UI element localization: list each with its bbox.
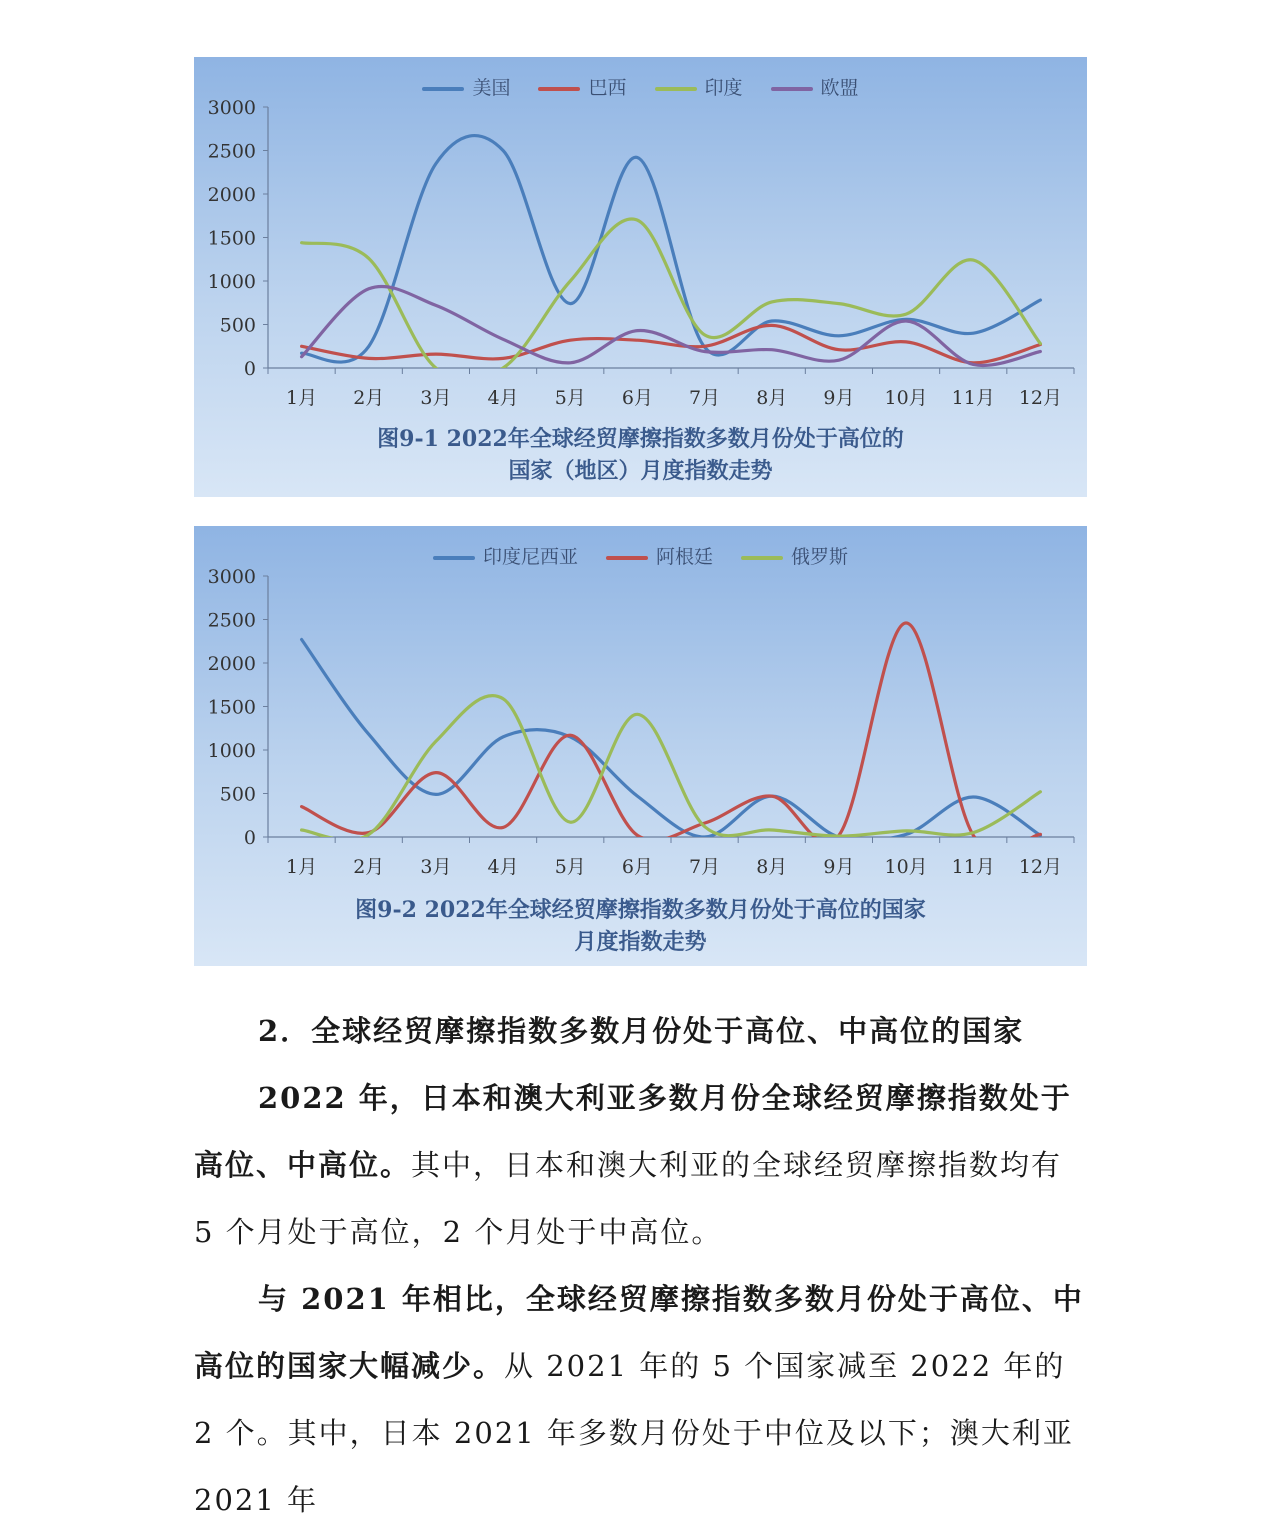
body-text [194,998,1087,1534]
legend-swatch [771,87,813,91]
caption-line-1: 图9-1 2022年全球经贸摩擦指数多数月份处于高位的 [377,426,904,452]
paragraph-2-rest: 从 2021 年的 5 个国家减至 2022 年的 2 个。其中，日本 2021 年多数月份处于中位及以下；澳大利亚 2021 年 [194,1349,1074,1517]
series-line-欧盟 [302,286,1041,365]
legend-label: 俄罗斯 [791,546,849,568]
legend-label: 欧盟 [820,77,859,99]
series-line-俄罗斯 [302,696,1041,841]
y-tick-label: 1000 [207,740,256,762]
chart-legend [194,542,1087,569]
section-heading: 2．全球经贸摩擦指数多数月份处于高位、中高位的国家 [258,1014,1025,1048]
legend-item [606,542,713,569]
x-tick-label: 2月 [353,387,385,409]
legend-swatch [538,87,580,91]
x-tick-label: 11月 [951,856,995,878]
x-tick-label: 8月 [756,856,788,878]
chart-svg [194,526,1087,906]
paragraph-2 [194,1266,1087,1534]
caption-line-1: 图9-2 2022年全球经贸摩擦指数多数月份处于高位的国家 [355,897,926,923]
legend-item [433,542,578,569]
x-tick-label: 9月 [823,387,855,409]
chart-svg [194,57,1087,437]
y-tick-label: 2500 [207,140,256,163]
legend-item [655,73,743,100]
x-tick-label: 6月 [621,856,653,878]
x-tick-label: 9月 [823,856,855,878]
legend-item [771,73,859,100]
y-tick-label: 2000 [207,184,256,206]
legend-label: 巴西 [588,77,627,99]
legend-swatch [433,556,475,560]
y-tick-label: 500 [219,783,256,806]
paragraph-2-bold: 与 2021 年相比，全球经贸摩擦指数多数月份处于高位、中高位的国家大幅减少。 [194,1282,1084,1383]
legend-swatch [741,556,783,560]
series-line-美国 [302,136,1041,362]
legend-label: 美国 [472,77,511,99]
caption-line-2: 国家（地区）月度指数走势 [508,458,773,484]
y-tick-label: 1500 [207,696,256,719]
x-tick-label: 3月 [420,856,452,878]
y-tick-label: 2000 [207,653,256,675]
x-tick-label: 4月 [487,856,519,878]
x-tick-label: 4月 [487,387,519,409]
legend-swatch [655,87,697,91]
x-tick-label: 12月 [1018,387,1063,409]
y-tick-label: 500 [219,314,256,337]
y-tick-label: 0 [243,827,256,849]
legend-label: 印度尼西亚 [482,546,578,568]
paragraph-1 [194,1065,1087,1266]
x-tick-label: 7月 [689,856,721,878]
x-tick-label: 3月 [420,387,452,409]
chart-legend [194,73,1087,100]
chart-caption [194,423,1087,487]
y-tick-label: 1500 [207,227,256,250]
x-tick-label: 1月 [286,387,318,409]
y-tick-label: 0 [243,358,256,380]
y-tick-label: 2500 [207,609,256,632]
legend-swatch [606,556,648,560]
y-tick-label: 3000 [207,97,256,119]
x-tick-label: 5月 [554,856,586,878]
legend-item [422,73,510,100]
y-tick-label: 3000 [207,566,256,588]
paragraph-1-rest: 其中，日本和澳大利亚的全球经贸摩擦指数均有 5 个月处于高位，2 个月处于中高位。 [194,1148,1063,1249]
legend-label: 印度 [704,77,743,99]
x-tick-label: 10月 [884,387,928,409]
x-tick-label: 6月 [621,387,653,409]
x-tick-label: 8月 [756,387,788,409]
series-line-阿根廷 [302,623,1041,851]
legend-label: 阿根廷 [655,546,713,568]
y-tick-label: 1000 [207,271,256,293]
x-tick-label: 1月 [286,856,318,878]
x-tick-label: 10月 [884,856,928,878]
chart-figure-9-2 [194,526,1087,966]
x-tick-label: 12月 [1018,856,1063,878]
x-tick-label: 5月 [554,387,586,409]
chart-caption [194,894,1087,958]
paragraph-1-bold: 2022 年，日本和澳大利亚多数月份全球经贸摩擦指数处于高位、中高位。 [194,1081,1072,1182]
caption-line-2: 月度指数走势 [574,929,707,955]
legend-swatch [422,87,464,91]
x-tick-label: 2月 [353,856,385,878]
legend-item [741,542,848,569]
chart-figure-9-1 [194,57,1087,497]
legend-item [538,73,626,100]
x-tick-label: 11月 [951,387,995,409]
x-tick-label: 7月 [689,387,721,409]
